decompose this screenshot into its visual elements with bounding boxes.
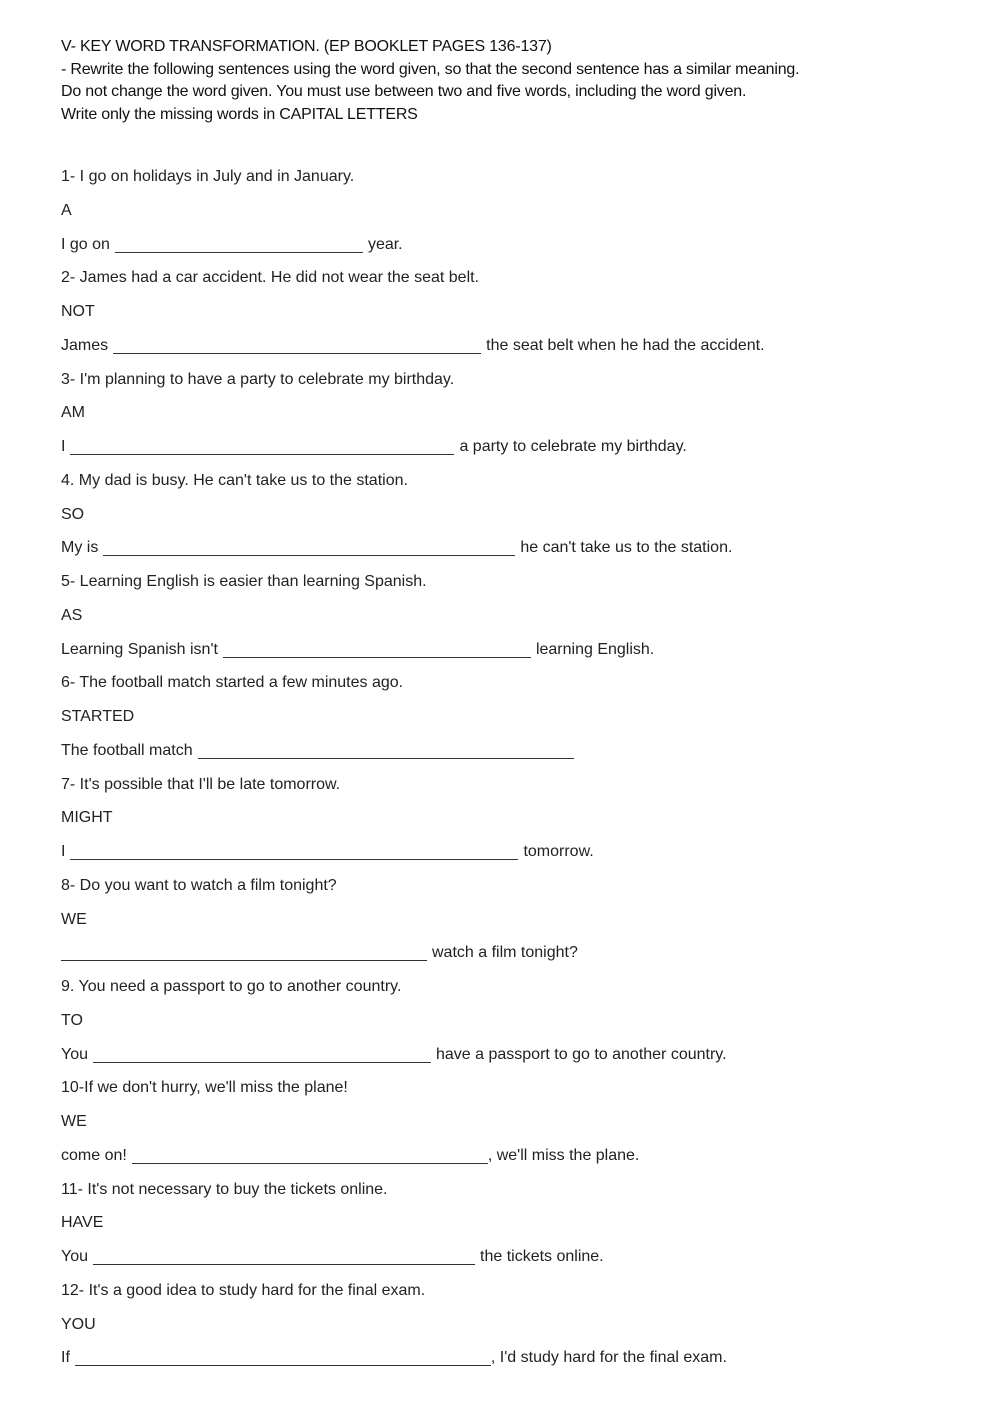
answer-blank[interactable] — [93, 1244, 475, 1265]
transformation-line — [61, 531, 961, 565]
key-word: A — [61, 201, 72, 219]
exercise-item — [61, 363, 961, 464]
sentence-end: learning English. — [535, 640, 655, 658]
sentence-start: come on! — [61, 1146, 127, 1164]
key-word: TO — [61, 1011, 83, 1029]
instruction-line: - Rewrite the following sentences using the word given, so that the second sentence has a similar meaning. — [61, 60, 800, 78]
transformation-line — [61, 1240, 961, 1274]
transformation-line — [61, 734, 961, 768]
sentence-start: James — [61, 336, 109, 354]
exercise-item — [61, 1274, 961, 1375]
transformation-line — [61, 936, 961, 970]
original-sentence: 8- Do you want to watch a film tonight? — [61, 876, 337, 894]
instruction-line: Write only the missing words in CAPITAL LETTERS — [61, 105, 418, 123]
transformation-line — [61, 633, 961, 667]
key-word: NOT — [61, 303, 95, 320]
sentence-start: If — [61, 1349, 70, 1367]
original-sentence: 7- It's possible that I'll be late tomorrow. — [61, 775, 341, 793]
exercise-list — [61, 160, 961, 1375]
sentence-end: the tickets online. — [480, 1248, 604, 1265]
exercise-item — [61, 160, 961, 261]
exercise-item — [61, 666, 961, 767]
answer-blank[interactable] — [198, 738, 574, 759]
transformation-line — [61, 1038, 961, 1072]
sentence-end: the seat belt when he had the accident. — [486, 336, 765, 354]
sentence-end: year. — [367, 235, 403, 253]
transformation-line — [61, 835, 961, 869]
exercise-item — [61, 1173, 961, 1274]
sentence-end: he can't take us to the station. — [520, 539, 733, 557]
key-word: HAVE — [61, 1214, 104, 1232]
original-sentence: 3- I'm planning to have a party to celebrate my birthday. — [61, 370, 455, 388]
worksheet — [61, 36, 961, 1375]
answer-blank[interactable] — [93, 1042, 431, 1063]
answer-blank[interactable] — [75, 1345, 491, 1366]
answer-blank[interactable] — [70, 434, 454, 455]
key-word: AM — [61, 404, 85, 422]
answer-blank[interactable] — [70, 839, 518, 860]
sentence-start: The football match — [61, 741, 193, 759]
answer-blank[interactable] — [113, 333, 481, 354]
answer-blank[interactable] — [103, 535, 515, 556]
answer-blank[interactable] — [223, 637, 531, 658]
transformation-line — [61, 228, 961, 262]
original-sentence: 9. You need a passport to go to another country. — [61, 978, 402, 995]
exercise-item — [61, 869, 961, 970]
key-word: SO — [61, 505, 85, 523]
sentence-start: I — [61, 843, 66, 860]
sentence-start: You — [61, 1248, 88, 1265]
answer-blank[interactable] — [132, 1143, 488, 1164]
exercise-item — [61, 261, 961, 362]
sentence-end: , I'd study hard for the final exam. — [490, 1349, 727, 1367]
exercise-item — [61, 464, 961, 565]
sentence-start: Learning Spanish isn't — [61, 640, 218, 658]
transformation-line — [61, 1341, 961, 1375]
original-sentence: 2- James had a car accident. He did not wear the seat belt. — [61, 269, 480, 287]
original-sentence: 5- Learning English is easier than learning Spanish. — [61, 573, 427, 590]
exercise-item — [61, 970, 961, 1071]
key-word: WE — [61, 910, 87, 928]
answer-blank[interactable] — [115, 232, 363, 253]
instruction-line: Do not change the word given. You must use between two and five words, including the word given. — [61, 83, 747, 100]
exercise-item — [61, 1071, 961, 1172]
transformation-line — [61, 1139, 961, 1173]
sentence-end: tomorrow. — [523, 843, 594, 860]
original-sentence: 11- It's not necessary to buy the tickets online. — [61, 1180, 388, 1198]
key-word: YOU — [61, 1315, 96, 1333]
sentence-start: I go on — [61, 235, 110, 253]
sentence-end: have a passport to go to another country. — [436, 1045, 727, 1063]
section-title: V- KEY WORD TRANSFORMATION. (EP BOOKLET PAGES 136-137) — [61, 38, 552, 55]
original-sentence: 1- I go on holidays in July and in January. — [61, 168, 355, 185]
original-sentence: 10-If we don't hurry, we'll miss the plane! — [61, 1079, 348, 1097]
sentence-start: I — [61, 438, 66, 455]
sentence-start: You — [61, 1045, 88, 1063]
transformation-line — [61, 329, 961, 363]
sentence-end: a party to celebrate my birthday. — [459, 438, 687, 455]
sentence-end: , we'll miss the plane. — [487, 1146, 640, 1164]
answer-blank[interactable] — [61, 940, 427, 961]
key-word: MIGHT — [61, 809, 113, 827]
instructions-header — [61, 36, 961, 126]
key-word: WE — [61, 1113, 87, 1130]
sentence-end: watch a film tonight? — [432, 944, 578, 962]
key-word: STARTED — [61, 708, 135, 725]
exercise-item — [61, 768, 961, 869]
original-sentence: 4. My dad is busy. He can't take us to the station. — [61, 471, 408, 489]
original-sentence: 12- It's a good idea to study hard for the final exam. — [61, 1281, 426, 1299]
sentence-start: My is — [61, 539, 99, 557]
exercise-item — [61, 565, 961, 666]
original-sentence: 6- The football match started a few minutes ago. — [61, 674, 404, 692]
transformation-line — [61, 430, 961, 464]
key-word: AS — [61, 606, 83, 624]
